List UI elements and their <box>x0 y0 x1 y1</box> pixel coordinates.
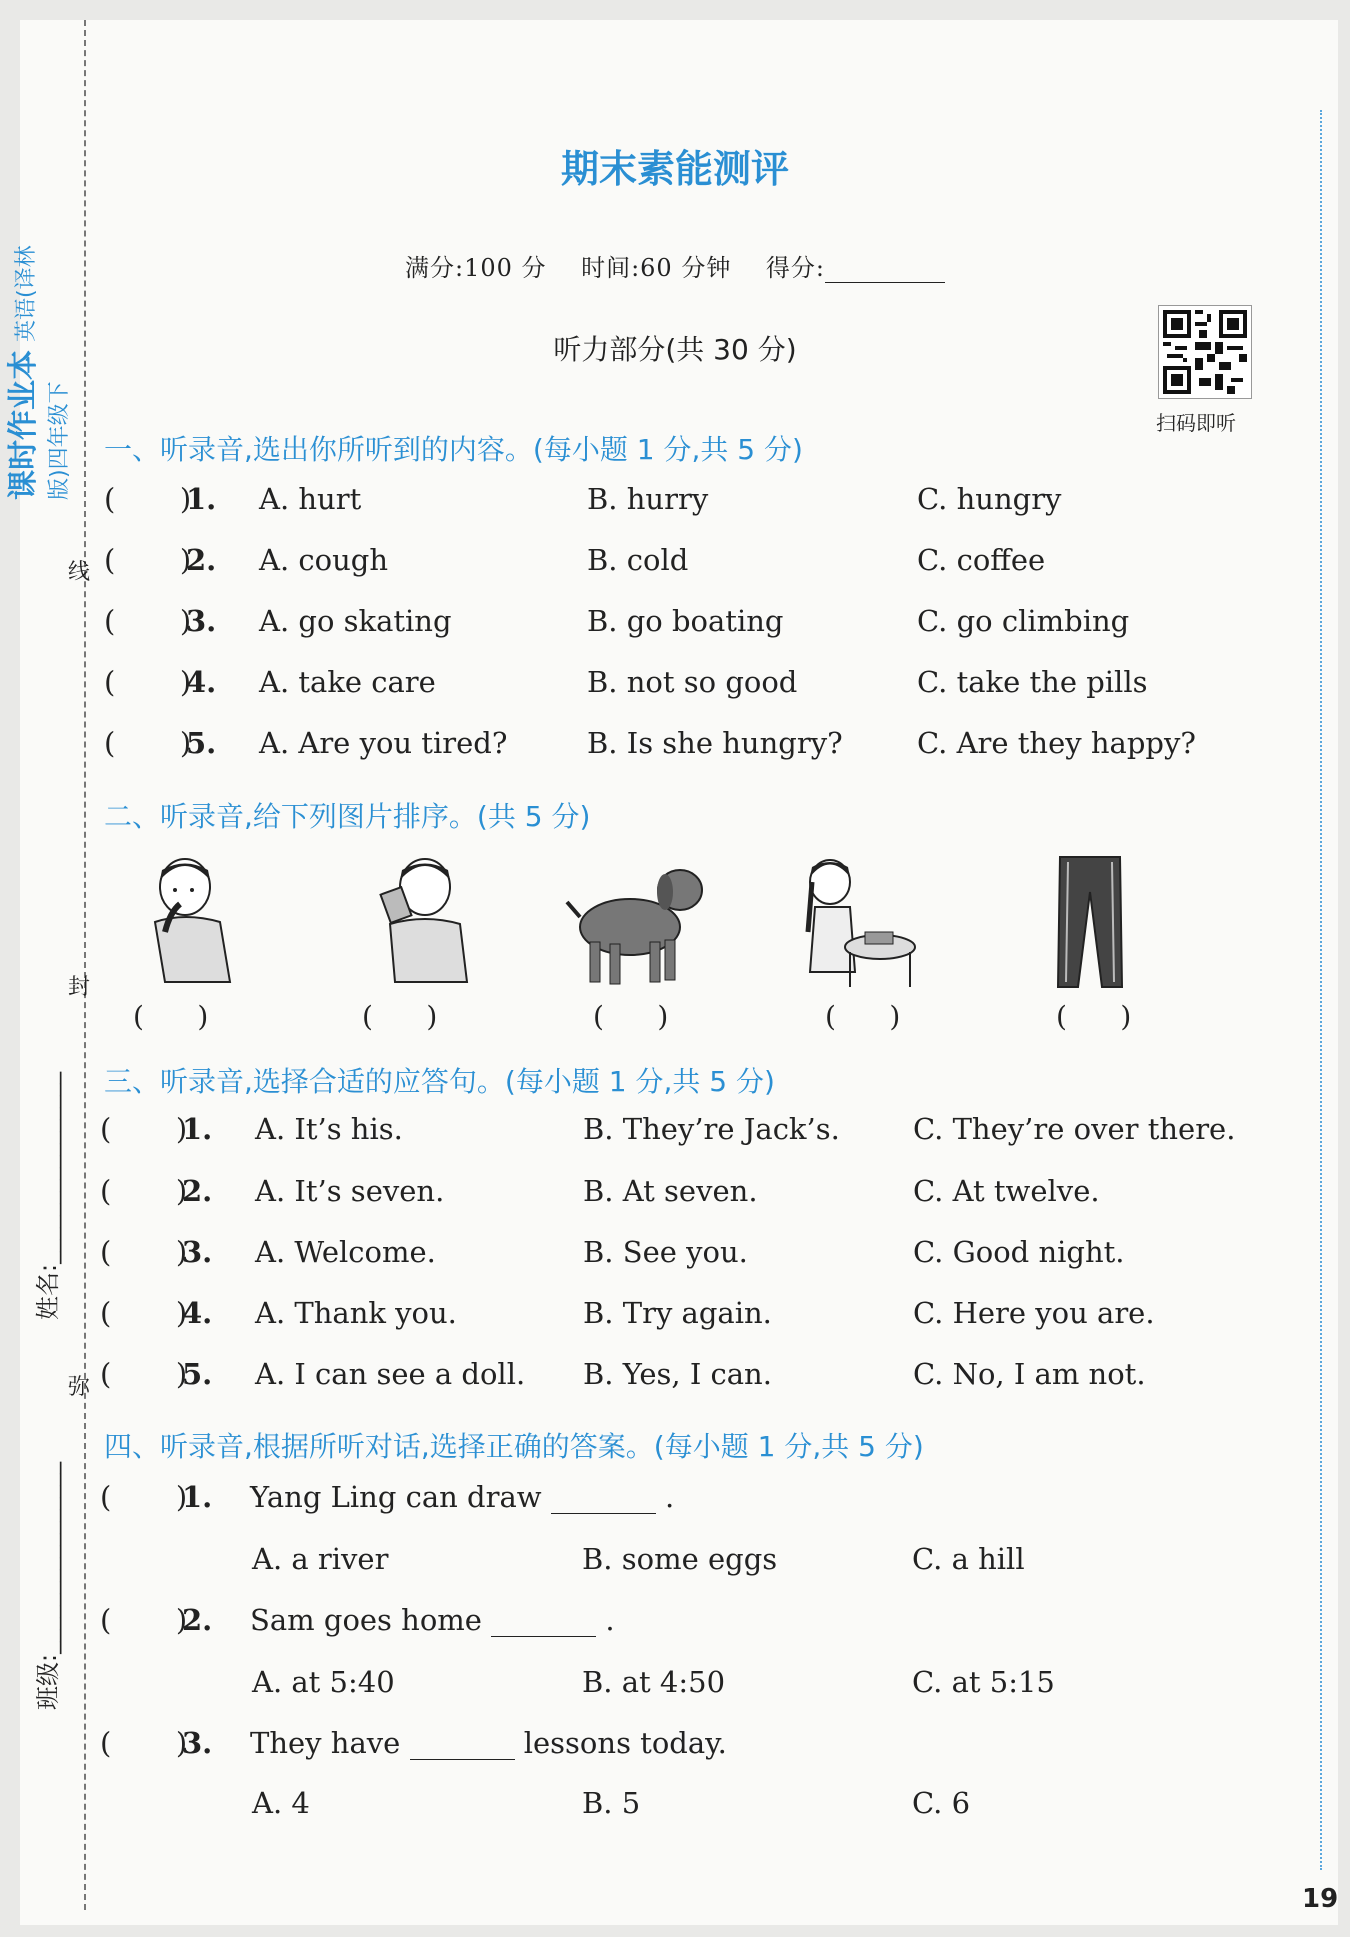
option-c[interactable]: C. take the pills <box>917 665 1148 699</box>
picture-answer-2[interactable]: ( ) <box>362 1000 438 1033</box>
time-limit: 时间:60 分钟 <box>581 254 732 282</box>
option-b[interactable]: B. cold <box>587 543 689 577</box>
option-a[interactable]: A. 4 <box>252 1786 310 1820</box>
answer-parenthesis[interactable]: ( ) <box>100 1726 188 1760</box>
option-c[interactable]: C. coffee <box>917 543 1046 577</box>
brand-name: 课时作业本 <box>6 350 41 500</box>
answer-parenthesis[interactable]: ( ) <box>100 1603 188 1637</box>
option-b[interactable]: B. They’re Jack’s. <box>583 1112 840 1146</box>
answer-parenthesis[interactable]: ( ) <box>100 1480 188 1514</box>
answer-parenthesis[interactable]: ( ) <box>104 543 192 577</box>
option-b[interactable]: B. Try again. <box>583 1296 772 1330</box>
option-b[interactable]: B. at 4:50 <box>582 1665 726 1699</box>
option-a[interactable]: A. take care <box>259 665 436 699</box>
question-text: Sam goes home . <box>250 1603 615 1637</box>
seal-char-3: 弥 <box>68 1375 91 1400</box>
question-number: 3. <box>186 604 217 638</box>
option-c[interactable]: C. Here you are. <box>913 1296 1155 1330</box>
seal-char-2: 封 <box>68 975 91 1000</box>
answer-parenthesis[interactable]: ( ) <box>100 1112 188 1146</box>
answer-parenthesis[interactable]: ( ) <box>104 726 192 760</box>
picture-answer-5[interactable]: ( ) <box>1056 1000 1132 1033</box>
option-b[interactable]: B. 5 <box>582 1786 641 1820</box>
option-b[interactable]: B. not so good <box>587 665 798 699</box>
qr-code-icon[interactable] <box>1158 305 1252 399</box>
question-number: 5. <box>182 1357 213 1391</box>
option-c[interactable]: C. a hill <box>912 1542 1025 1576</box>
answer-parenthesis[interactable]: ( ) <box>104 604 192 638</box>
option-a[interactable]: A. It’s seven. <box>255 1174 445 1208</box>
picture-boy-coughing <box>130 852 260 992</box>
option-a[interactable]: A. Thank you. <box>255 1296 457 1330</box>
option-a[interactable]: A. at 5:40 <box>252 1665 395 1699</box>
question-text: Yang Ling can draw . <box>250 1480 675 1514</box>
name-field: 姓名:________________ <box>34 1071 62 1320</box>
question-number: 4. <box>186 665 217 699</box>
option-b[interactable]: B. hurry <box>587 482 709 516</box>
picture-girl-telephone <box>790 852 920 992</box>
picture-trousers <box>1040 852 1170 992</box>
question-number: 1. <box>182 1480 213 1514</box>
page-title: 期末素能测评 <box>560 147 789 191</box>
option-a[interactable]: A. Are you tired? <box>259 726 508 760</box>
exam-meta <box>0 248 1350 283</box>
question-number: 3. <box>182 1235 213 1269</box>
section-2-title: 二、听录音,给下列图片排序。(共 5 分) <box>104 800 591 833</box>
section-4-title: 四、听录音,根据所听对话,选择正确的答案。(每小题 1 分,共 5 分) <box>104 1430 924 1463</box>
option-a[interactable]: A. a river <box>252 1542 389 1576</box>
fill-blank[interactable] <box>491 1608 596 1637</box>
margin-line <box>1320 110 1322 1870</box>
fill-blank[interactable] <box>551 1485 656 1514</box>
answer-parenthesis[interactable]: ( ) <box>100 1174 188 1208</box>
question-number: 1. <box>182 1112 213 1146</box>
option-c[interactable]: C. At twelve. <box>913 1174 1100 1208</box>
section-3-title: 三、听录音,选择合适的应答句。(每小题 1 分,共 5 分) <box>104 1065 775 1098</box>
answer-parenthesis[interactable]: ( ) <box>104 482 192 516</box>
question-number: 2. <box>182 1603 213 1637</box>
picture-boy-drinking <box>355 852 485 992</box>
full-score: 满分:100 分 <box>405 254 547 282</box>
option-c[interactable]: C. at 5:15 <box>912 1665 1055 1699</box>
question-number: 5. <box>186 726 217 760</box>
score-blank[interactable] <box>825 262 945 283</box>
score-label: 得分: <box>765 254 825 282</box>
option-b[interactable]: B. go boating <box>587 604 784 638</box>
option-b[interactable]: B. Yes, I can. <box>583 1357 772 1391</box>
question-number: 1. <box>186 482 217 516</box>
picture-dog <box>565 852 695 992</box>
fill-blank[interactable] <box>410 1731 515 1760</box>
qr-label: 扫码即听 <box>1156 411 1236 435</box>
option-c[interactable]: C. They’re over there. <box>913 1112 1236 1146</box>
option-a[interactable]: A. I can see a doll. <box>255 1357 526 1391</box>
option-b[interactable]: B. Is she hungry? <box>587 726 843 760</box>
picture-answer-4[interactable]: ( ) <box>825 1000 901 1033</box>
option-a[interactable]: A. hurt <box>259 482 362 516</box>
option-a[interactable]: A. Welcome. <box>255 1235 436 1269</box>
option-b[interactable]: B. At seven. <box>583 1174 758 1208</box>
option-c[interactable]: C. hungry <box>917 482 1062 516</box>
binding-line <box>84 20 86 1910</box>
option-b[interactable]: B. some eggs <box>582 1542 778 1576</box>
option-c[interactable]: C. Good night. <box>913 1235 1125 1269</box>
question-text: They have lessons today. <box>250 1726 727 1760</box>
option-a[interactable]: A. go skating <box>259 604 452 638</box>
picture-answer-1[interactable]: ( ) <box>133 1000 209 1033</box>
answer-parenthesis[interactable]: ( ) <box>104 665 192 699</box>
option-a[interactable]: A. cough <box>259 543 388 577</box>
page-number: 19 <box>1302 1884 1339 1914</box>
part-heading: 听力部分(共 30 分) <box>553 333 797 366</box>
answer-parenthesis[interactable]: ( ) <box>100 1235 188 1269</box>
option-c[interactable]: C. No, I am not. <box>913 1357 1146 1391</box>
question-number: 2. <box>186 543 217 577</box>
question-number: 4. <box>182 1296 213 1330</box>
brand-edition: 英语(译林版)四年级下 <box>14 245 72 500</box>
seal-char-1: 线 <box>68 560 91 585</box>
question-number: 2. <box>182 1174 213 1208</box>
option-a[interactable]: A. It’s his. <box>255 1112 403 1146</box>
option-b[interactable]: B. See you. <box>583 1235 748 1269</box>
section-1-title: 一、听录音,选出你所听到的内容。(每小题 1 分,共 5 分) <box>104 433 803 466</box>
question-number: 3. <box>182 1726 213 1760</box>
option-c[interactable]: C. 6 <box>912 1786 971 1820</box>
answer-parenthesis[interactable]: ( ) <box>100 1357 188 1391</box>
answer-parenthesis[interactable]: ( ) <box>100 1296 188 1330</box>
class-field: 班级:________________ <box>34 1461 62 1710</box>
picture-answer-3[interactable]: ( ) <box>593 1000 669 1033</box>
option-c[interactable]: C. Are they happy? <box>917 726 1196 760</box>
option-c[interactable]: C. go climbing <box>917 604 1130 638</box>
